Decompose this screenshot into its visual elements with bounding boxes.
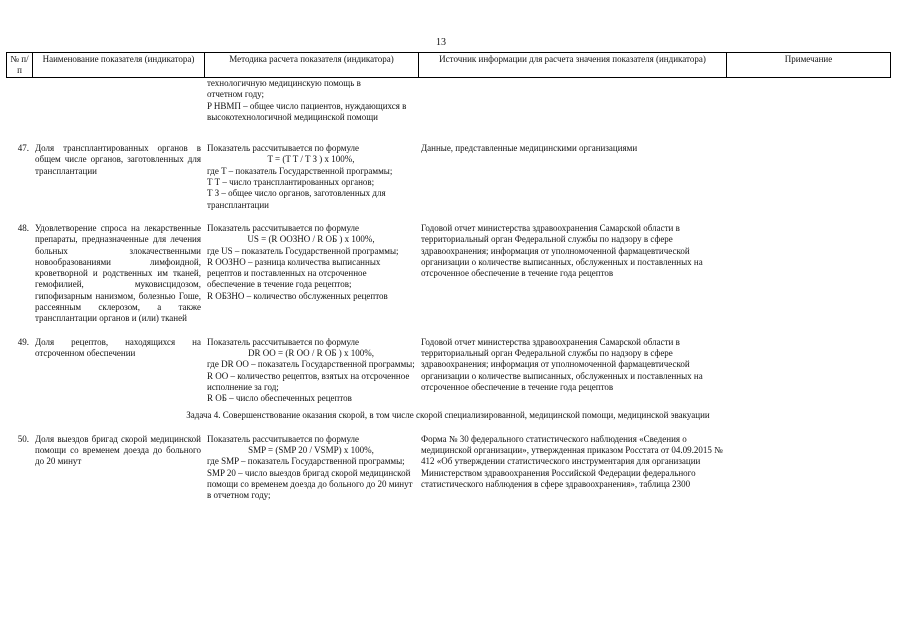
indicator-method: Показатель рассчитывается по формуле SMP = (SMP 20 / VSMP) x 100%, где SMP – показатель Государственной программы; SMP 20 – число выездов бригад скорой медицинской помощи со временем доезда до больного до 20 минут в отчетном году; <box>204 434 418 502</box>
page-number: 13 <box>436 37 446 48</box>
table-row <box>6 223 890 325</box>
formula: T = (T T / T З ) x 100%, <box>267 154 355 165</box>
indicator-note <box>726 223 890 325</box>
indicator-note <box>726 337 890 405</box>
header-num: № п/п <box>7 53 33 78</box>
header-method: Методика расчета показателя (индикатора) <box>205 53 419 78</box>
formula: US = (R ООЗНО / R ОБ ) x 100%, <box>247 234 375 245</box>
indicator-name: Доля трансплантированных органов в общем числе органов, заготовленных для трансплантации <box>35 143 201 176</box>
header-name: Наименование показателя (индикатора) <box>33 53 205 78</box>
indicator-note <box>726 434 890 502</box>
indicator-source: Годовой отчет министерства здравоохранения Самарской области в территориальный орган Федеральной службы по надзору в сфере здравоохранения; информация от уполномоченной фармацевтической организации о количестве выписанных, обслуженных и поставленных на отсроченное обеспечение в течение года рецептов <box>421 222 703 279</box>
indicator-name: Доля выездов бригад скорой медицинской помощи со временем доезда до больного до 20 минут <box>35 433 201 467</box>
row-number: 49. <box>17 336 29 347</box>
table-row <box>6 143 890 211</box>
formula: SMP = (SMP 20 / VSMP) x 100%, <box>248 445 374 456</box>
indicator-name: Удовлетворение спроса на лекарственные препараты, предназначенные для лечения больных злокачественными новообразованиями лимфоидной, кроветворной и родственных им тканей, гемофилией, муковисцидозом, гипофизарным нанизмом, болезнью Гоше, рассеянным склерозом, а также трансплантации органов и (или) тканей <box>35 222 201 324</box>
table-row <box>6 434 890 502</box>
task-heading-row <box>6 404 890 433</box>
indicator-table <box>6 78 890 502</box>
table-row <box>6 337 890 405</box>
task-heading: Задача 4. Совершенствование оказания скорой, в том числе скорой специализированной, медицинской помощи, медицинской эвакуации <box>186 410 710 421</box>
indicator-method: Показатель рассчитывается по формуле US = (R ООЗНО / R ОБ ) x 100%, где US – показатель Государственной программы; R ООЗНО – разница количества выписанных рецептов и поставленных на отсроченное обеспечение в течение года рецептов; R ОБЗНО – количество обслуженных рецептов <box>204 223 418 325</box>
indicator-method: Показатель рассчитывается по формуле DR ОО = (R ОО / R ОБ ) x 100%, где DR ОО – показатель Государственной программы; R ОО – количество рецептов, взятых на отсроченное исполнение за год; R ОБ – число обеспеченных рецептов <box>207 336 415 404</box>
indicator-name: Доля рецептов, находящихся на отсроченном обеспечении <box>35 336 201 358</box>
indicator-method: Показатель рассчитывается по формуле T = (T T / T З ) x 100%, где T – показатель Государственной программы; T Т – число трансплантированных органов; T З – общее число органов, заготовленных для трансплантации <box>204 143 418 211</box>
indicator-source: Годовой отчет министерства здравоохранения Самарской области в территориальный орган Федеральной службы по надзору в сфере здравоохранения; информация от уполномоченной фармацевтической организации о количестве выписанных, обслуженных и поставленных на отсроченное обеспечение в течение года рецептов <box>421 336 703 392</box>
row-number: 50. <box>17 433 29 444</box>
indicator-source: Данные, представленные медицинскими организациями <box>421 143 638 154</box>
continuation-method: технологичную медицинскую помощь в отчетном году; P НВМП – общее число пациентов, нуждающихся в высокотехнологичной медицинской помощи <box>207 78 407 122</box>
header-note: Примечание <box>727 53 891 78</box>
table-header <box>6 52 891 78</box>
indicator-note <box>726 143 890 211</box>
header-source: Источник информации для расчета значения показателя (индикатора) <box>419 53 727 78</box>
continuation-row <box>6 78 890 123</box>
row-number: 47. <box>17 143 29 154</box>
indicator-source: Форма № 30 федерального статистического наблюдения «Сведения о медицинской организации», утвержденная приказом Росстата от 04.09.2015 № 412 «Об утверждении статистического инструментария для организации Министерством здравоохранения Российской Федерации федерального статистического наблюдения в сфере здравоохранения», таблица 2300 <box>421 433 723 489</box>
formula: DR ОО = (R ОО / R ОБ ) x 100%, <box>248 347 374 358</box>
row-number: 48. <box>17 222 29 233</box>
